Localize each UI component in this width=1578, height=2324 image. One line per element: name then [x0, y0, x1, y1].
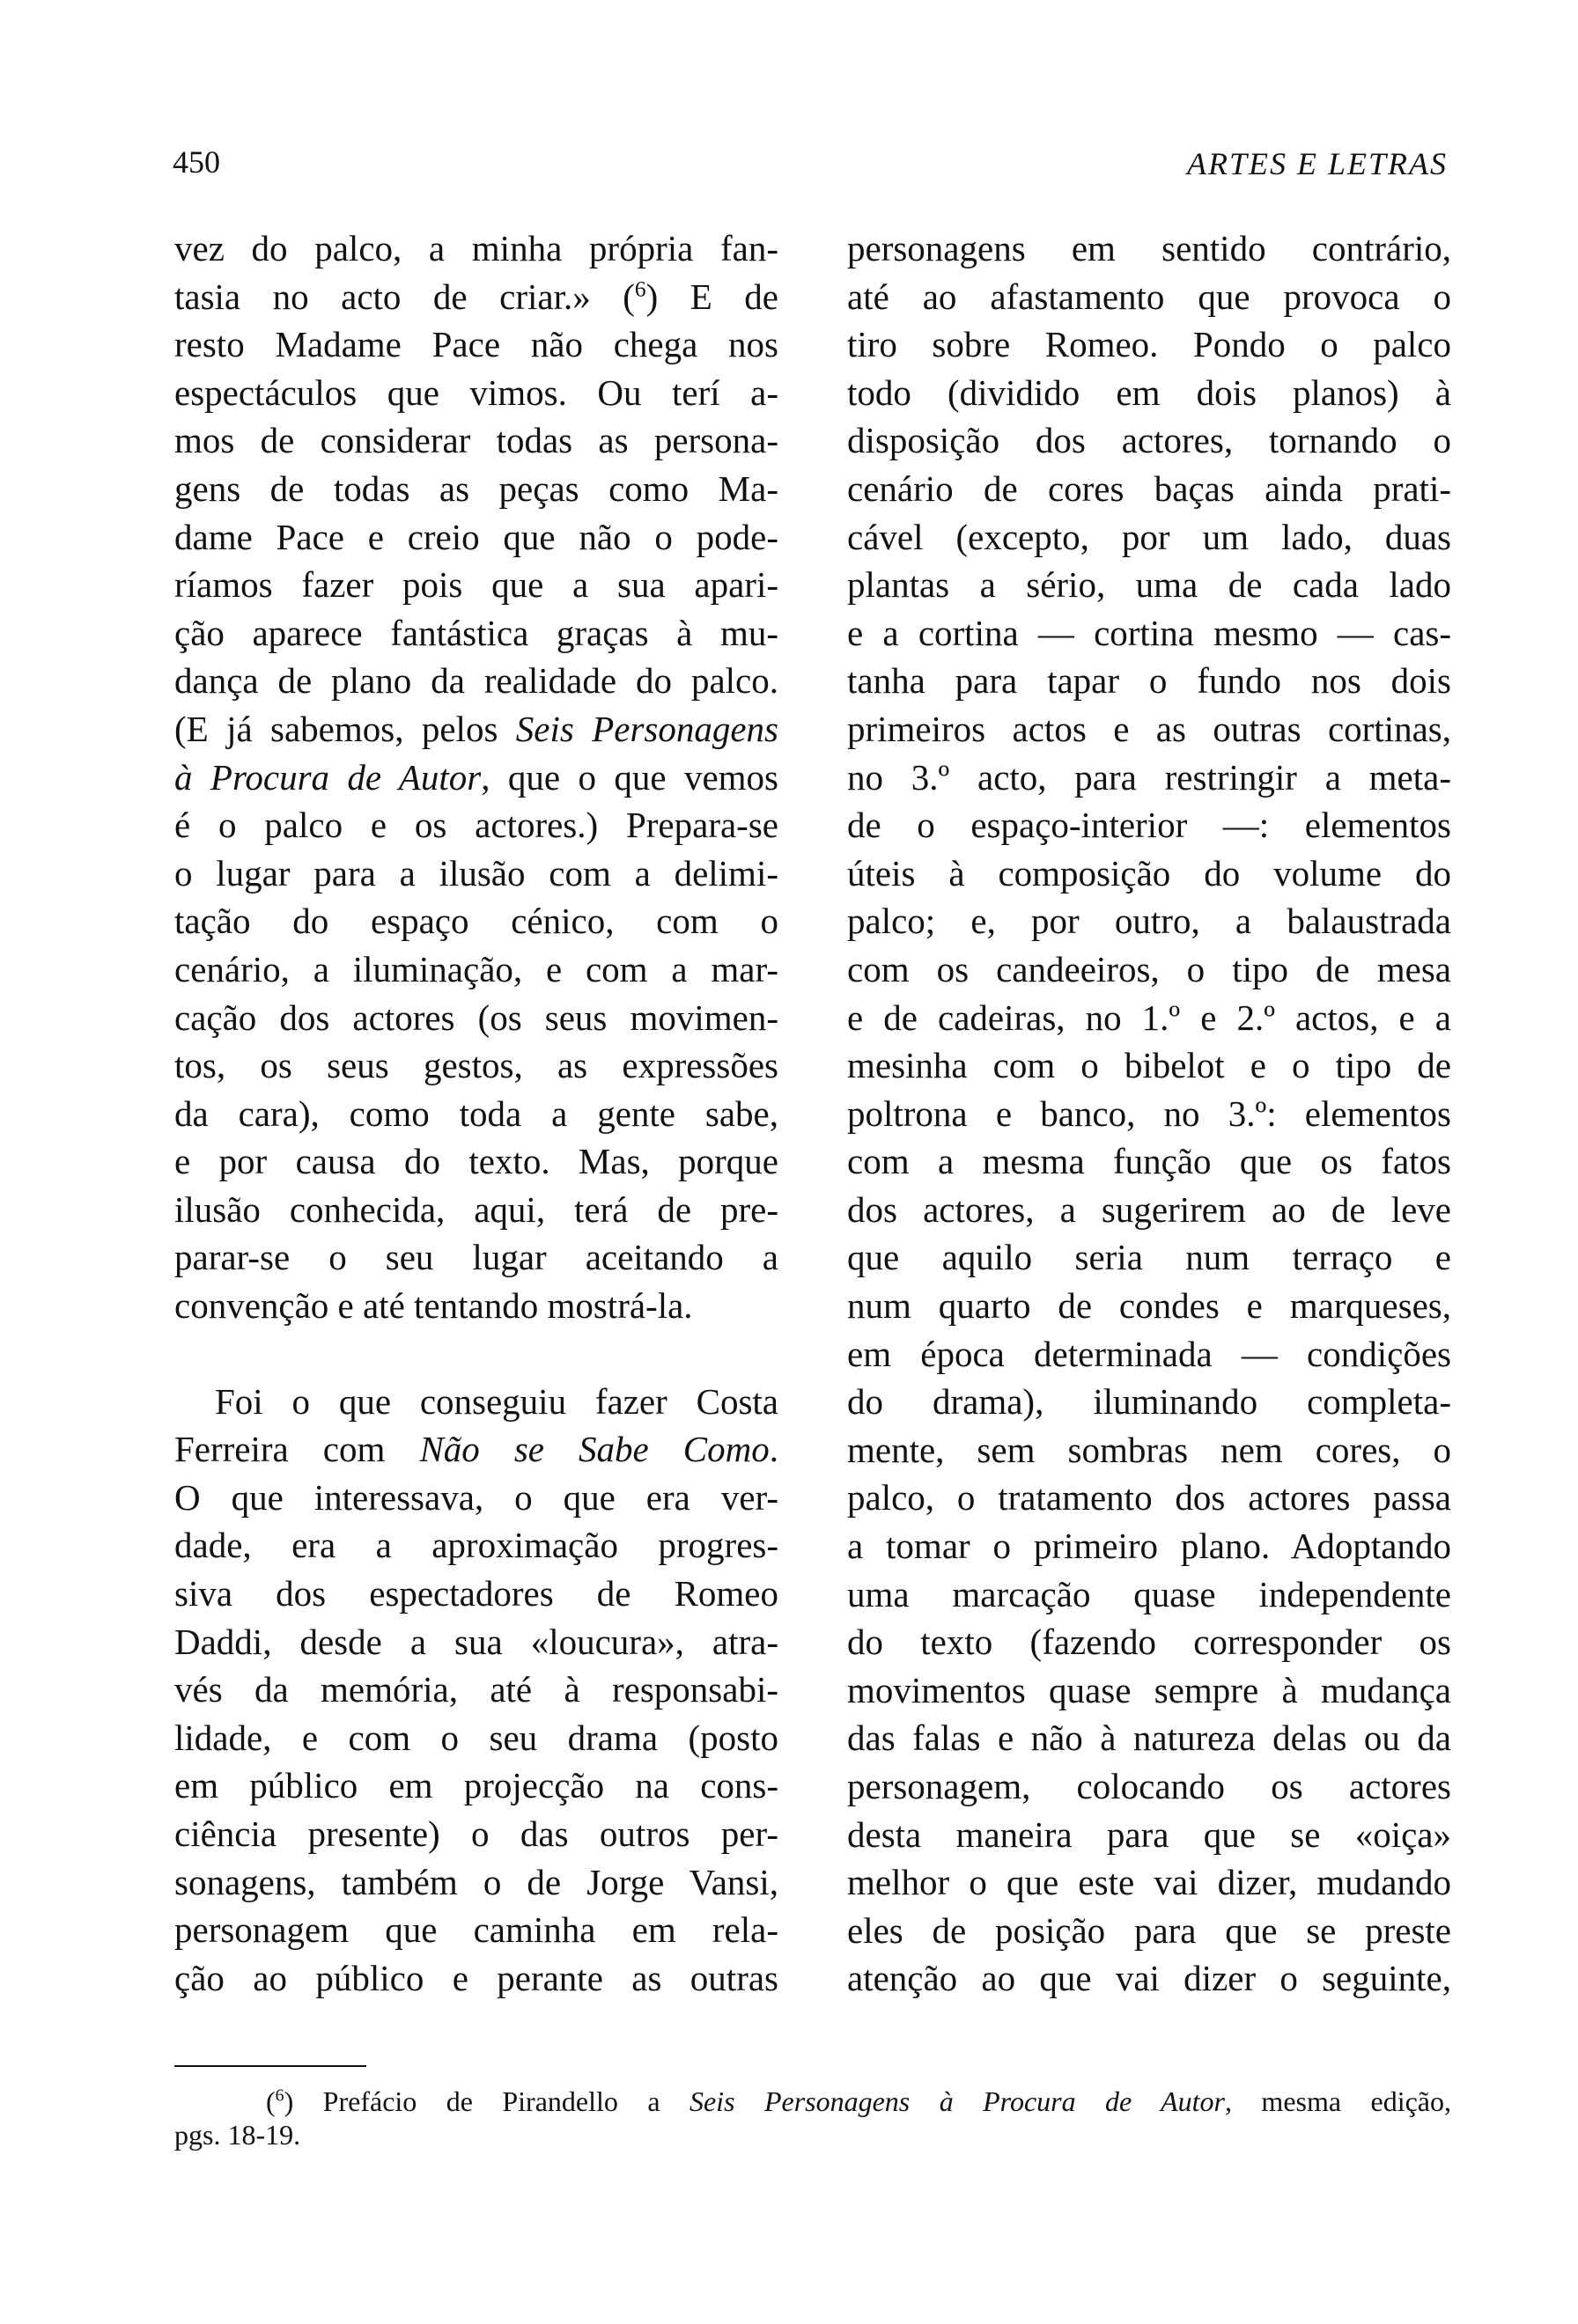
text-line: (E já sabemos, pelos Seis Personagens [174, 708, 779, 749]
text-line: tos, os seus gestos, as expressões [174, 1045, 778, 1086]
paragraph-gap [174, 1330, 778, 1378]
text-line: ção ao público e perante as outras [174, 1957, 778, 1998]
footnote-text: , mesma edição, [1225, 2085, 1452, 2117]
text-line: mente, sem sombras nem cores, o [847, 1429, 1451, 1470]
text-line: dade, era a aproximação progres- [174, 1525, 778, 1566]
text-line: tasia no acto de criar.» ($^6$) E de [174, 276, 778, 317]
text-line: Ferreira com Não se Sabe Como. [174, 1429, 778, 1470]
text-line: dame Pace e creio que não o pode- [174, 516, 778, 557]
text-line: cenário de cores baças ainda prati- [847, 467, 1451, 509]
text-line: e de cadeiras, no 1.º e 2.º actos, e a [847, 997, 1451, 1038]
text-line: ção aparece fantástica graças à mu- [174, 612, 778, 653]
text-line: O que interessava, o que era ver- [174, 1476, 778, 1518]
footnote-marker: ($^6$) [266, 2085, 294, 2117]
footnote-divider [174, 2065, 366, 2067]
page-number: 450 [173, 144, 220, 180]
text-line: dança de plano da realidade do palco. [174, 660, 778, 702]
text-line: siva dos espectadores de Romeo [174, 1573, 778, 1614]
text-line: todo (dividido em dois planos) à [847, 371, 1451, 413]
left-column [174, 224, 778, 2002]
text-line: e por causa do texto. Mas, porque [174, 1141, 778, 1182]
text-line: personagens em sentido contrário, [847, 228, 1451, 268]
text-line: cável (excepto, por um lado, duas [847, 516, 1451, 557]
text-line: uma marcação quase independente [847, 1573, 1451, 1614]
text-line: em época determinada — condições [847, 1333, 1451, 1374]
text-line: sonagens, também o de Jorge Vansi, [174, 1861, 778, 1902]
text-line: o lugar para a ilusão com a delimi- [174, 852, 778, 894]
text-line: poltrona e banco, no 3.º: elementos [847, 1092, 1451, 1134]
text-line: em público em projecção na cons- [174, 1765, 778, 1806]
text-line: e a cortina — cortina mesmo — cas- [847, 612, 1451, 653]
text-line: eles de posição para que se preste [847, 1909, 1451, 1951]
text-line: ciência presente) o das outros per- [174, 1813, 778, 1854]
paragraph [174, 224, 778, 1330]
text-line: do texto (fazendo corresponder os [847, 1622, 1451, 1663]
text-line: é o palco e os actores.) Prepara-se [174, 805, 778, 846]
text-line: Daddi, desde a sua «loucura», atra- [174, 1621, 778, 1662]
text-line: dos actores, a sugerirem ao de leve [847, 1188, 1451, 1230]
text-line: que aquilo seria num terraço e [847, 1237, 1451, 1278]
text-line: plantas a sério, uma de cada lado [847, 564, 1451, 606]
text-line: vez do palco, a minha própria fan- [174, 228, 778, 268]
text-line: tiro sobre Romeo. Pondo o palco [847, 324, 1451, 365]
text-line: desta maneira para que se «oiça» [847, 1813, 1451, 1855]
text-line: palco, o tratamento dos actores passa [847, 1477, 1451, 1519]
right-column [847, 224, 1451, 2003]
text-line: tação do espaço cénico, com o [174, 901, 778, 942]
text-line: mesinha com o bibelot e o tipo de [847, 1045, 1451, 1086]
text-line: do drama), iluminando completa- [847, 1381, 1451, 1423]
text-line: tanha para tapar o fundo nos dois [847, 660, 1451, 702]
text-line: mos de considerar todas as persona- [174, 420, 778, 461]
text-line: da cara), como toda a gente sabe, [174, 1092, 778, 1134]
text-line: disposição dos actores, tornando o [847, 420, 1451, 461]
text-line: a tomar o primeiro plano. Adoptando [847, 1526, 1451, 1567]
text-line: à Procura de Autor, que o que vemos [174, 756, 778, 798]
text-line: resto Madame Pace não chega nos [174, 324, 778, 365]
footnote-line: pgs. 18-19. [174, 2119, 301, 2151]
text-line: espectáculos que vimos. Ou terí a- [174, 371, 778, 413]
text-line: movimentos quase sempre à mudança [847, 1669, 1451, 1710]
text-line: com a mesma função que os fatos [847, 1141, 1451, 1182]
text-line: de o espaço-interior —: elementos [847, 805, 1451, 846]
footnote-text: Prefácio de Pirandello a [322, 2085, 689, 2117]
text-line: convenção e até tentando mostrá-la. [174, 1285, 693, 1327]
text-line: primeiros actos e as outras cortinas, [847, 708, 1451, 749]
text-line: atenção ao que vai dizer o seguinte, [847, 1958, 1451, 1999]
text-line: melhor o que este vai dizer, mudando [847, 1862, 1451, 1903]
text-line: cação dos actores (os seus movimen- [174, 997, 778, 1038]
text-line: lidade, e com o seu drama (posto [174, 1717, 778, 1758]
text-line: parar-se o seu lugar aceitando a [174, 1237, 778, 1278]
text-line: até ao afastamento que provoca o [847, 276, 1451, 317]
text-line: no 3.º acto, para restringir a meta- [847, 756, 1451, 798]
text-line: personagem, colocando os actores [847, 1766, 1451, 1806]
footnote [174, 2085, 1451, 2151]
text-line: com os candeeiros, o tipo de mesa [847, 948, 1451, 989]
text-line: das falas e não à natureza delas ou da [847, 1717, 1451, 1759]
text-line: ilusão conhecida, aqui, terá de pre- [174, 1188, 778, 1230]
footnote-line [174, 2085, 1451, 2118]
text-line: personagem que caminha em rela- [174, 1909, 778, 1951]
text-line: cenário, a iluminação, e com a mar- [174, 948, 778, 989]
footnote-book-title: Seis Personagens à Procura de Autor [689, 2085, 1225, 2117]
text-line: Foi o que conseguiu fazer Costa [215, 1380, 778, 1422]
text-line: gens de todas as peças como Ma- [174, 467, 778, 509]
running-title: ARTES E LETRAS [1187, 146, 1448, 181]
paragraph [174, 1378, 778, 2003]
text-line: vés da memória, até à responsabi- [174, 1669, 778, 1710]
text-line: ríamos fazer pois que a sua apari- [174, 564, 778, 606]
text-line: úteis à composição do volume do [847, 852, 1451, 894]
text-line: num quarto de condes e marqueses, [847, 1285, 1451, 1327]
text-line: palco; e, por outro, a balaustrada [847, 901, 1451, 942]
